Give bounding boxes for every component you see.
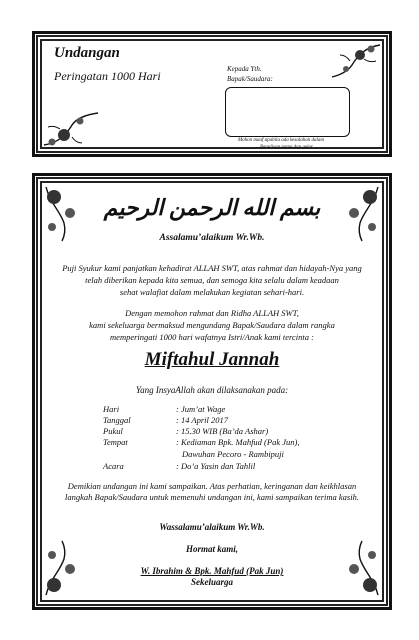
intro-line: telah diberikan kepada kita semua, dan semoga kita selalu dalam keadaan	[85, 275, 339, 285]
invitation-line: kami sekeluarga bermaksud mengundang Bapak/Saudara dalam rangka	[89, 320, 335, 330]
schedule-intro: Yang InsyaAllah akan dilaksanakan pada:	[135, 385, 289, 395]
intro-line: Puji Syukur kami panjatkan kehadirat ALLAH SWT, atas rahmat dan hidayah-Nya yang	[62, 263, 362, 273]
intro-line: sehat walafiat dalam melakukan kegiatan sehari-hari.	[119, 287, 305, 297]
floral-ornament-bottom-left	[42, 109, 100, 149]
invitation-card	[32, 173, 392, 610]
invitation-title: Undangan	[54, 45, 120, 61]
closing-line: langkah Bapak/Saudara untuk memenuhi undangan ini, kami sampaikan terima kasih.	[65, 492, 359, 502]
date-label: Tanggal	[103, 415, 131, 425]
address-box	[225, 87, 350, 137]
invitation-subtitle: Peringatan 1000 Hari	[54, 69, 161, 83]
apology-note: Mohon maaf apabila ada kesalahan dalam	[238, 138, 324, 143]
day-value: : Jum’at Wage	[176, 404, 226, 414]
invitation-line: Dengan memohon rahmat dan Ridha ALLAH SWT,	[125, 308, 299, 318]
regards: Hormat kami,	[185, 544, 238, 554]
time-label: Pukul	[103, 426, 123, 436]
recipient-label: Bapak/Saudara:	[227, 75, 273, 83]
apology-note-2: Penulisan nama dan gelar	[260, 145, 313, 150]
deceased-name: Miftahul Jannah	[144, 349, 280, 370]
floral-ornament-top-right	[330, 41, 382, 81]
date-value: : 14 April 2017	[176, 415, 229, 425]
signatory: W. Ibrahim & Bpk. Mahfud (Pak Jun)	[140, 566, 284, 576]
event-label: Acara	[103, 461, 124, 471]
recipient-salutation: Kepada Yth.	[227, 65, 262, 73]
bismillah-calligraphy: بسم الله الرحمن الرحيم	[103, 195, 321, 220]
envelope-card	[32, 31, 392, 157]
day-label: Hari	[103, 404, 120, 414]
closing-line: Demikian undangan ini kami sampaikan. Atas perhatian, keringanan dan keikhlasan	[67, 481, 357, 491]
place-value-line2: Dawuhan Pecoro - Rambipuji	[182, 449, 284, 459]
place-value: : Kediaman Bpk. Mahfud (Pak Jun),	[176, 437, 300, 447]
time-value: : 15.30 WIB (Ba’da Ashar)	[176, 426, 269, 436]
closing-greeting: Wassalamu’alaikum Wr.Wb.	[159, 522, 265, 532]
event-value: : Do’a Yasin dan Tahlil	[176, 461, 256, 471]
family-signoff: Sekeluarga	[190, 577, 233, 587]
place-label: Tempat	[103, 437, 128, 447]
opening-greeting: Assalamu’alaikum Wr.Wb.	[159, 233, 265, 243]
invitation-line: memperingati 1000 hari wafatnya Istri/Anak kami tercinta :	[110, 332, 314, 342]
